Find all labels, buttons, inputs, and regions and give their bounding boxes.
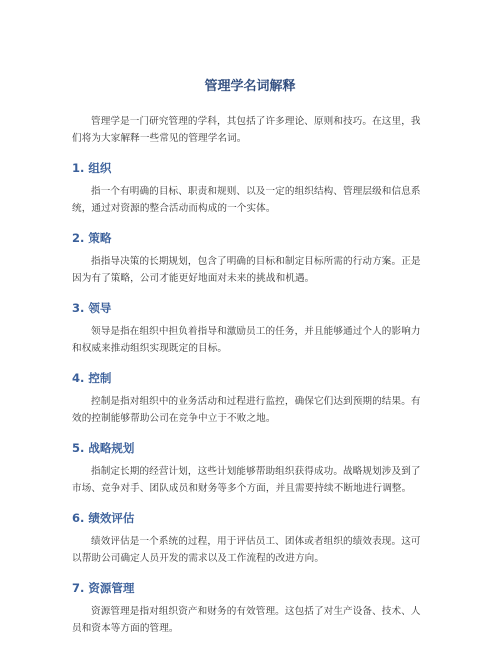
section-heading <box>72 510 428 526</box>
document-page <box>72 78 428 637</box>
section-number: 2. <box>72 231 85 245</box>
section-body: 领导是指在组织中担负着指导和激励员工的任务，并且能够通过个人的影响力和权威来推动组织实现既定的目标。 <box>72 326 421 354</box>
section-6 <box>72 510 428 567</box>
document-title: 管理学名词解释 <box>204 79 296 94</box>
section-title: 战略规划 <box>88 441 135 455</box>
section-title: 领导 <box>88 301 112 315</box>
section-body: 控制是指对组织中的业务活动和过程进行监控，确保它们达到预期的结果。有效的控制能够帮助公司在竞争中立于不败之地。 <box>72 396 421 424</box>
section-title: 绩效评估 <box>88 511 135 525</box>
section-1 <box>72 160 428 217</box>
section-heading <box>72 300 428 316</box>
section-heading <box>72 440 428 456</box>
section-heading <box>72 230 428 246</box>
section-heading <box>72 580 428 596</box>
section-3 <box>72 300 428 357</box>
section-7 <box>72 580 428 637</box>
section-number: 5. <box>72 441 85 455</box>
section-number: 7. <box>72 581 85 595</box>
section-number: 1. <box>72 161 85 175</box>
section-title: 组织 <box>88 161 112 175</box>
section-2 <box>72 230 428 287</box>
section-4 <box>72 370 428 427</box>
section-number: 4. <box>72 371 85 385</box>
section-body: 资源管理是指对组织资产和财务的有效管理。这包括了对生产设备、技术、人员和资本等方面的管理。 <box>72 606 421 634</box>
section-5 <box>72 440 428 497</box>
section-body: 指制定长期的经营计划，这些计划能够帮助组织获得成功。战略规划涉及到了市场、竞争对手、团队成员和财务等多个方面，并且需要持续不断地进行调整。 <box>72 466 421 494</box>
section-heading <box>72 370 428 386</box>
section-body: 指指导决策的长期规划，包含了明确的目标和制定目标所需的行动方案。正是因为有了策略，公司才能更好地面对未来的挑战和机遇。 <box>72 256 421 284</box>
section-title: 控制 <box>88 371 112 385</box>
section-body: 绩效评估是一个系统的过程，用于评估员工、团体或者组织的绩效表现。这可以帮助公司确定人员开发的需求以及工作流程的改进方向。 <box>72 536 421 564</box>
section-number: 6. <box>72 511 85 525</box>
section-title: 策略 <box>88 231 112 245</box>
intro-paragraph: 管理学是一门研究管理的学科，其包括了许多理论、原则和技巧。在这里，我们将为大家解释一些常见的管理学名词。 <box>72 116 421 144</box>
section-heading <box>72 160 428 176</box>
section-body: 指一个有明确的目标、职责和规则、以及一定的组织结构、管理层级和信息系统，通过对资源的整合活动而构成的一个实体。 <box>72 186 421 214</box>
section-title: 资源管理 <box>88 581 135 595</box>
section-number: 3. <box>72 301 85 315</box>
